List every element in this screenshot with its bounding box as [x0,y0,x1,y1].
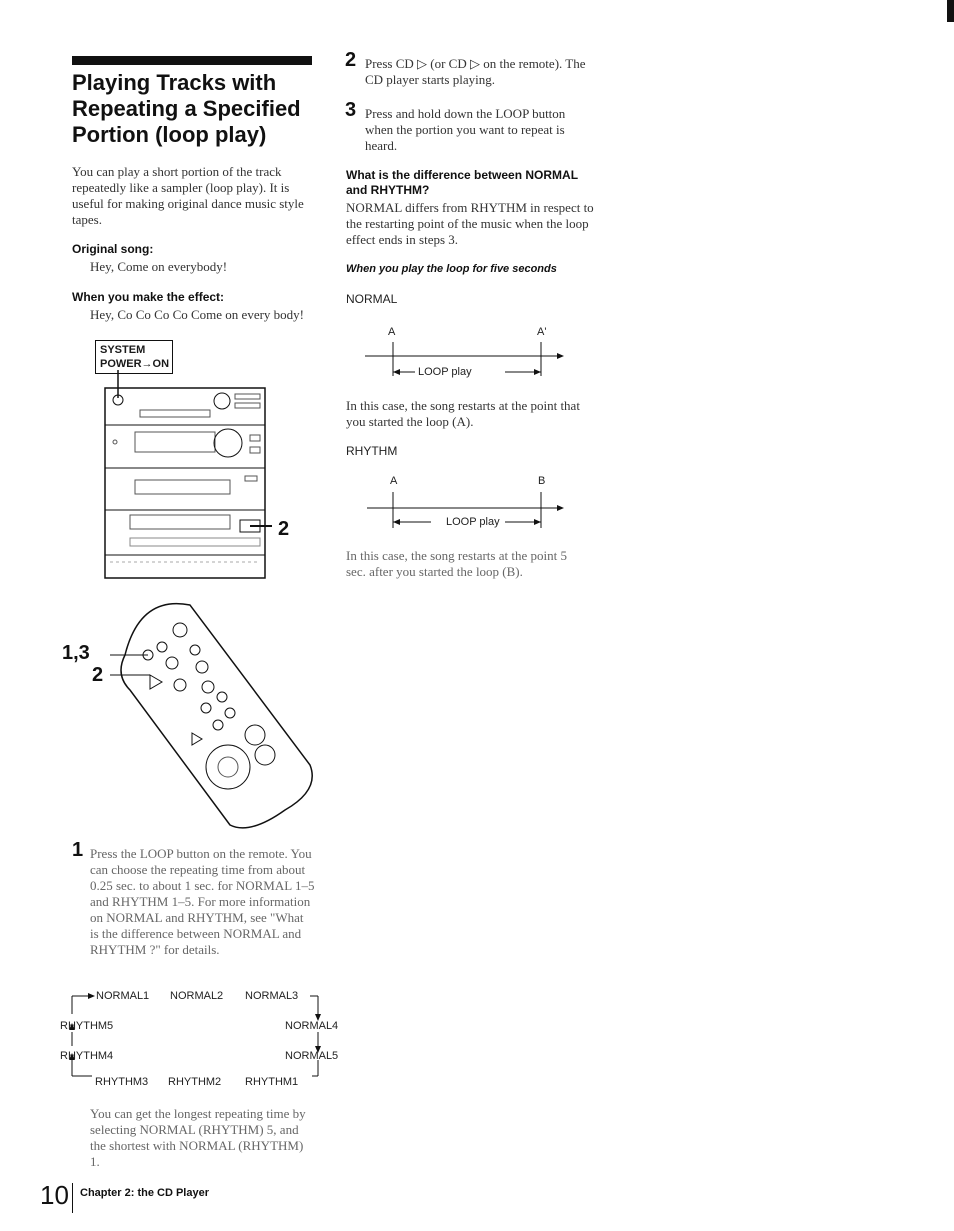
step-3-text: Press and hold down the LOOP button when the portion you want to repeat is heard. [365,106,566,153]
cycle-rhythm-4: RHYTHM4 [60,1050,114,1062]
step-3-number: 3 [345,99,357,121]
stereo-system-illustration [100,370,275,585]
rhythm-loop-label: LOOP play [446,516,500,528]
cycle-normal-4: NORMAL4 [285,1020,339,1032]
normal-description: In this case, the song restarts at the point that you started the loop (A). [346,398,580,429]
normal-heading: NORMAL [346,292,398,306]
cycle-normal-3: NORMAL3 [245,990,299,1002]
footer-divider [72,1183,73,1213]
original-song-label: Original song: [72,242,154,256]
callout-step-2-stereo: 2 [278,518,290,540]
cycle-normal-2: NORMAL2 [170,990,224,1002]
cycle-note: You can get the longest repeating time by selecting NORMAL (RHYTHM) 5, and the shortest with NORMAL (RHYTHM) 1. [90,1106,306,1169]
cycle-rhythm-2: RHYTHM2 [168,1076,222,1088]
effect-text: Hey, Co Co Co Co Come on every body! [90,307,304,322]
cycle-normal-5: NORMAL5 [285,1050,339,1062]
step-2-text: Press CD ▷ (or CD ▷ on the remote). The CD player starts playing. [365,56,586,87]
rhythm-point-b: B [538,475,546,487]
cycle-normal-1: NORMAL1 [96,990,150,1002]
normal-point-a: A [388,326,396,338]
system-label: SYSTEM [100,344,146,356]
system-power-label-box [95,340,173,374]
original-song-text: Hey, Come on everybody! [90,259,228,274]
remote-control-illustration [110,595,320,835]
power-on-label: POWER→ON [100,358,170,370]
cycle-rhythm-3: RHYTHM3 [95,1076,149,1088]
chapter-footer: Chapter 2: the CD Player [80,1187,209,1199]
faq-answer: NORMAL differs from RHYTHM in respect to the restarting point of the music when the loop effect ends in steps 3. [346,200,594,247]
step-1-text: Press the LOOP button on the remote. You can choose the repeating time from about 0.25 sec. to about 1 sec. for NORMAL 1–5 and RHYTHM 1–5. For more information on NORMAL and RHYTHM, see "What is the difference between NORMAL and RHYTHM ?" for details. [90,846,315,957]
page-number: 10 [40,1180,69,1210]
faq-question: What is the difference between NORMAL and RHYTHM? [346,168,578,197]
rhythm-heading: RHYTHM [346,444,398,458]
normal-point-a-prime: A' [537,326,547,338]
effect-label: When you make the effect: [72,290,225,304]
normal-loop-label: LOOP play [418,366,472,378]
title-bar-rule [72,56,312,65]
callout-steps-1-3-remote: 1,3 [62,642,90,664]
step-1-number: 1 [72,839,84,861]
loop-mode-cycle-arrows [60,990,350,1090]
edge-marker [947,0,954,22]
page-title: Playing Tracks with Repeating a Specified Portion (loop play) [72,70,301,147]
rhythm-description: In this case, the song restarts at the point 5 sec. after you started the loop (B). [346,548,567,579]
intro-paragraph: You can play a short portion of the track repeatedly like a sampler (loop play). It is useful for making original dance music style tapes. [72,164,304,227]
cycle-rhythm-1: RHYTHM1 [245,1076,299,1088]
example-caption: When you play the loop for five seconds [346,263,557,275]
callout-step-2-remote: 2 [92,664,104,686]
step-2-number: 2 [345,49,357,71]
rhythm-point-a: A [390,475,398,487]
cycle-rhythm-5: RHYTHM5 [60,1020,114,1032]
